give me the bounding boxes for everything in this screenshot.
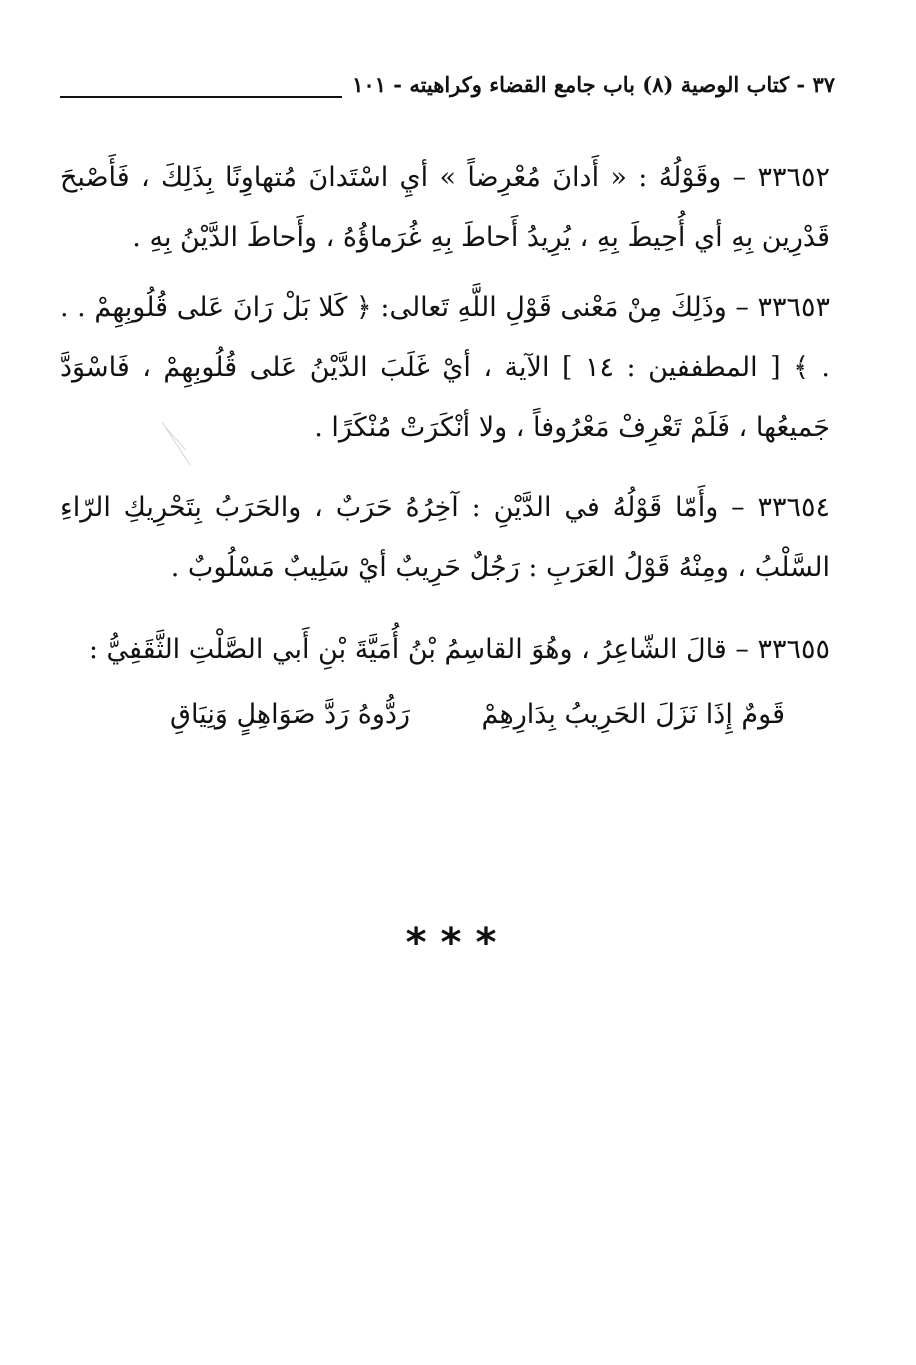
paragraph-text: – وقَوْلُهُ : « أَدانَ مُعْرِضاً » أيِ اسْتَدانَ مُتهاوِنًا بِذَلِكَ ، فَأَصْبحَ قَدْرِين بِهِ أي أُحِيطَ بِهِ ، يُرِيدُ أَحاطَ بِهِ غُرَماؤُهُ ، وأَحاطَ الدَّيْنُ بِهِ . — [60, 162, 830, 253]
header-rule — [60, 96, 342, 98]
paragraph-33655 — [60, 620, 830, 680]
running-header — [60, 70, 835, 106]
paragraph-text: – قالَ الشّاعِرُ ، وهُوَ القاسِمُ بْنُ أُمَيَّةَ بْنِ أَبي الصَّلْتِ الثَّقَفِيُّ : — [88, 634, 749, 665]
paragraph-number: ٣٣٦٥٢ — [757, 162, 830, 193]
paragraph-text: – وأَمّا قَوْلُهُ في الدَّيْنِ : آخِرُهُ حَرَبٌ ، والحَرَبُ بِتَحْرِيكِ الرّاءِ السَّلْبُ ، ومِنْهُ قَوْلُ العَرَبِ : رَجُلٌ حَرِيبٌ أيْ سَلِيبٌ مَسْلُوبٌ . — [60, 492, 830, 583]
poetry-verse — [170, 685, 785, 745]
section-separator-asterisks: *** — [405, 920, 511, 966]
verse-second-hemistich: رَدُّوهُ رَدَّ صَوَاهِلٍ وَنِيَاقِ — [170, 699, 410, 730]
paragraph-33652 — [60, 148, 830, 268]
paragraph-number: ٣٣٦٥٤ — [757, 492, 830, 523]
scan-mark — [160, 420, 200, 470]
paragraph-number: ٣٣٦٥٣ — [757, 292, 830, 323]
verse-first-hemistich: قَومٌ إِذَا نَزَلَ الحَرِيبُ بِدَارِهِمْ — [481, 699, 785, 730]
paragraph-number: ٣٣٦٥٥ — [757, 634, 830, 665]
paragraph-text: – وذَلِكَ مِنْ مَعْنى قَوْلِ اللَّهِ تَعالى: ﴿ كَلا بَلْ رَانَ عَلى قُلُوبِهِمْ . . . ﴾ [ المطففين : ١٤ ] الآية ، أيْ غَلَبَ الدَّيْنُ عَلى قُلُوبِهِمْ ، فَاسْوَدَّ جَميعُها ، فَلَمْ تَعْرِفْ مَعْرُوفاً ، ولا أنْكَرَتْ مُنْكَرًا . — [60, 292, 831, 443]
paragraph-33654 — [60, 478, 830, 598]
header-title: ٣٧ - كتاب الوصية (٨) باب جامع القضاء وكراهيته - ١٠١ — [352, 72, 835, 97]
